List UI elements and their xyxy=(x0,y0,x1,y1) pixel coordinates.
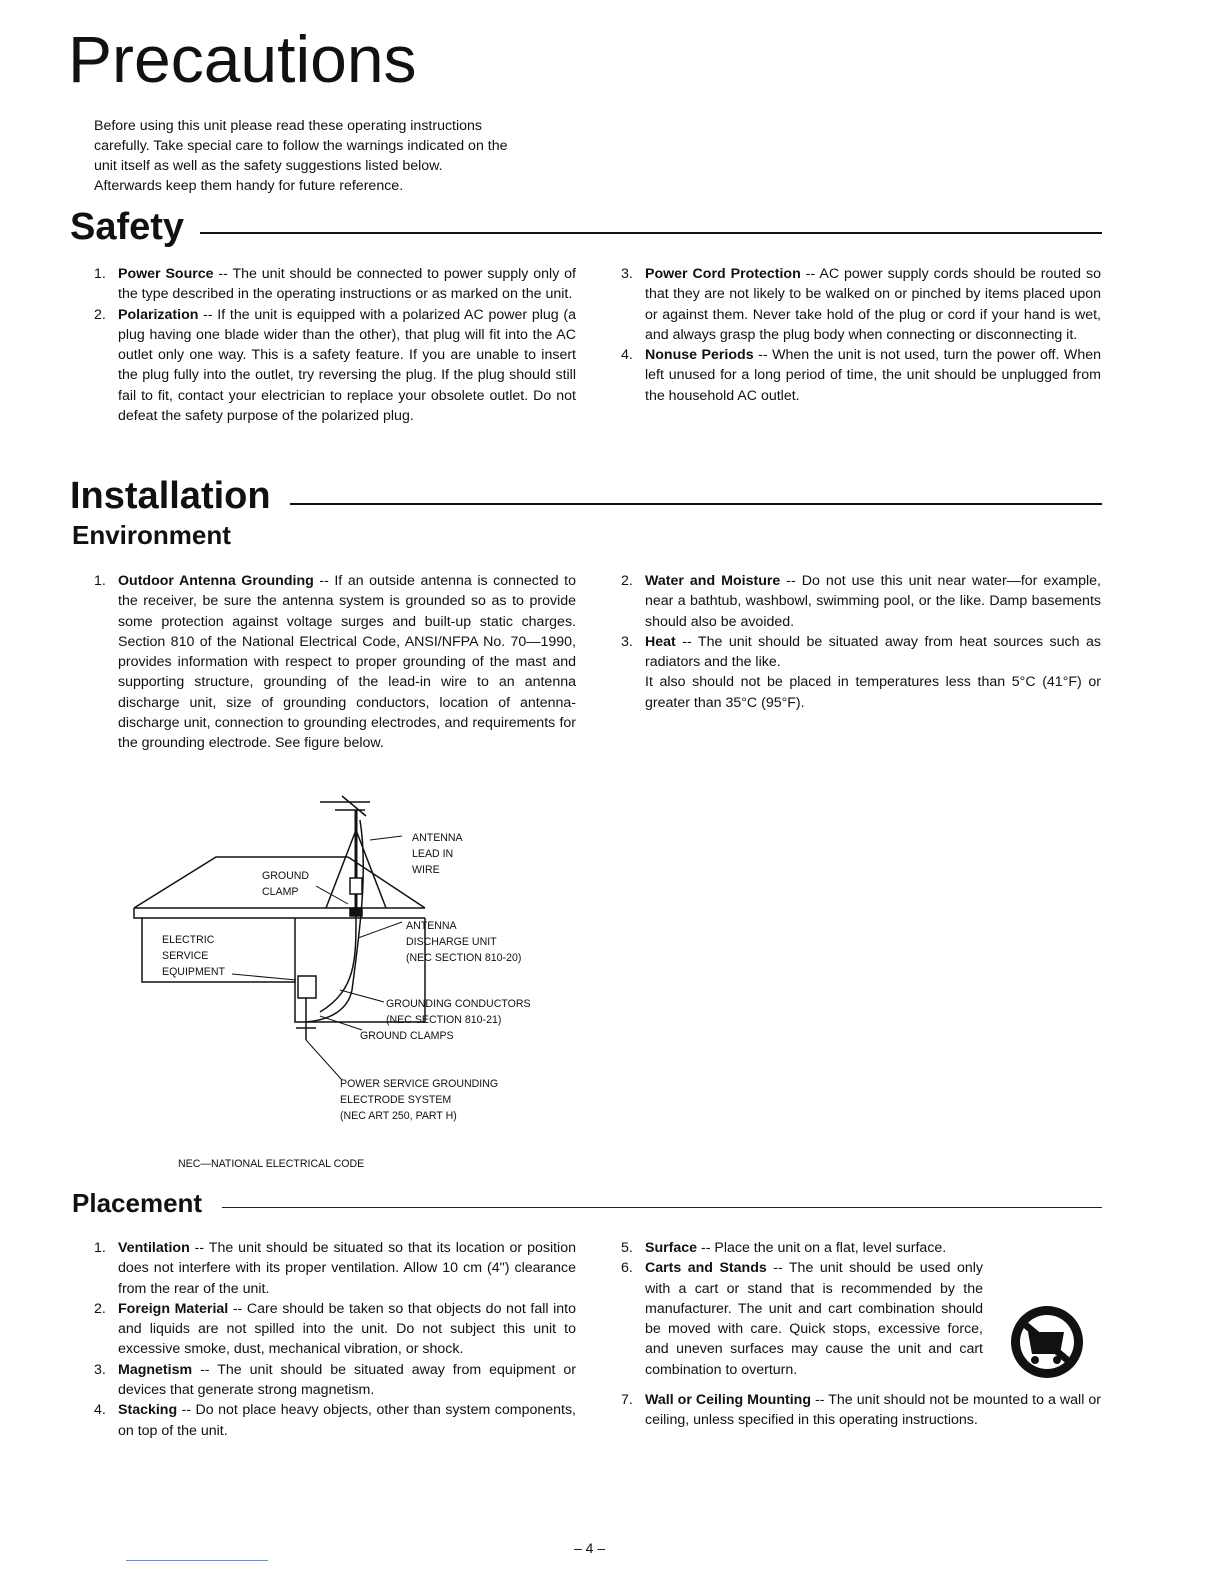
label-ground-clamps: GROUND CLAMPS xyxy=(360,1030,454,1042)
item-number: 1. xyxy=(94,1240,106,1256)
item-title: Water and Moisture xyxy=(645,573,781,589)
item-text: -- The unit should be situated away from equipment or devices that generate strong magnetism. xyxy=(118,1361,576,1399)
leader-line xyxy=(370,836,402,840)
item-title: Polarization xyxy=(118,306,199,323)
list-item xyxy=(94,571,576,754)
list-item xyxy=(621,1238,1101,1258)
item-title: Surface xyxy=(645,1240,698,1256)
antenna-elements xyxy=(320,796,370,816)
item-text: -- If the unit is equipped with a polarized AC power plug (a plug having one blade wider than the other), that plug will fit into the AC outlet only one way. This is a safety feature. If you are unable to insert the plug fully into the outlet, try reversing the plug. If the plug should still fail to fit, contact your electrician to replace your obsolete outlet. Do not defeat the safety purpose of the polarized plug. xyxy=(118,306,576,425)
list-item xyxy=(621,345,1101,406)
item-text: -- Do not use this unit near water—for example, near a bathtub, washbowl, swimming pool, or the like. Damp basements should also be avoided. xyxy=(645,573,1101,630)
item-number: 6. xyxy=(621,1260,633,1277)
item-number: 4. xyxy=(621,347,633,364)
ground-rod xyxy=(296,998,316,1040)
item-number: 3. xyxy=(621,266,633,282)
label-ground-clamp: GROUND CLAMP xyxy=(262,870,310,898)
guy-wire xyxy=(326,830,356,908)
service-box-icon xyxy=(298,976,316,998)
item-title: Carts and Stands xyxy=(645,1260,767,1277)
item-text: -- Place the unit on a flat, level surface. xyxy=(697,1240,947,1256)
item-title: Nonuse Periods xyxy=(645,347,754,364)
safety-rule xyxy=(200,232,1102,234)
roof-outline xyxy=(134,857,348,908)
guy-wire xyxy=(356,830,386,908)
item-title: Heat xyxy=(645,633,676,650)
item-text: -- The unit should be situated so that its location or position does not interfere with its proper ventilation. Allow 10 cm (4") clearance from the rear of the unit. xyxy=(118,1240,576,1297)
footer-rule xyxy=(126,1560,268,1561)
page-number: – 4 – xyxy=(574,1540,606,1556)
list-item xyxy=(621,1390,1101,1431)
item-text: -- Care should be taken so that objects do not fall into and liquids are not spilled into the unit. Do not subject this unit to excessive smoke, dust, mechanical vibration, or shock. xyxy=(118,1300,576,1358)
item-number: 2. xyxy=(94,306,106,323)
item-title: Magnetism xyxy=(118,1361,193,1378)
list-item xyxy=(94,1360,576,1401)
list-item xyxy=(621,632,1101,713)
item-title: Foreign Material xyxy=(118,1300,229,1317)
intro-line: Afterwards keep them handy for future reference. xyxy=(94,178,404,194)
item-number: 2. xyxy=(621,573,633,589)
label-grounding-conductors: GROUNDING CONDUCTORS (NEC SECTION 810-21) xyxy=(386,998,531,1026)
label-nec-note: NEC—NATIONAL ELECTRICAL CODE xyxy=(178,1158,365,1170)
item-title: Wall or Ceiling Mounting xyxy=(645,1392,811,1409)
label-antenna-lead-in-wire: ANTENNA LEAD IN WIRE xyxy=(412,832,463,876)
intro-line: Before using this unit please read these operating instructions xyxy=(94,118,483,134)
leader-line xyxy=(358,922,402,938)
page-title: Precautions xyxy=(68,22,417,96)
item-text: -- The unit should not be mounted to a wall or ceiling, unless specified in this operating instructions. xyxy=(645,1392,1101,1429)
list-item xyxy=(621,571,1101,632)
label-electric-service-equipment: ELECTRIC SERVICE EQUIPMENT xyxy=(162,934,225,978)
label-antenna-discharge-unit: ANTENNA DISCHARGE UNIT (NEC SECTION 810-20) xyxy=(406,920,522,964)
discharge-unit-icon xyxy=(350,908,362,916)
item-number: 5. xyxy=(621,1240,633,1256)
item-text: -- The unit should be situated away from heat sources such as radiators and the like. It also should not be placed in temperatures less than 5°C (41°F) or greater than 35°C (95°F). xyxy=(645,633,1101,711)
placement-rule xyxy=(222,1207,1102,1208)
leader-line xyxy=(316,886,348,904)
item-number: 3. xyxy=(94,1361,106,1378)
list-item xyxy=(94,1299,576,1360)
intro-line: unit itself as well as the safety suggestions listed below. xyxy=(94,158,443,174)
safety-right-list xyxy=(621,264,1101,406)
ground-clamp-icon xyxy=(350,878,362,894)
item-text: -- If an outside antenna is connected to the receiver, be sure the antenna system is grounded so as to provide some protection against voltage surges and built-up static charges. Section 810 of the National Electrical Code, ANSI/NFPA No. 70—1990, provides information with respect to proper grounding of the mast and supporting structure, grounding of the lead-in wire to an antenna discharge unit, size of grounding conductors, location of antenna-discharge unit, connection to grounding electrodes, and requirements for the grounding electrode. See figure below. xyxy=(118,573,576,752)
leader-line xyxy=(306,1040,342,1080)
item-text: -- The unit should be used only with a cart or stand that is recommended by the manufacturer. The unit and cart combination should be moved with care. Quick stops, excessive force, and uneven surfaces may cause the unit and cart combination to overturn. xyxy=(645,1260,983,1378)
item-title: Outdoor Antenna Grounding xyxy=(118,573,314,589)
item-title: Stacking xyxy=(118,1402,178,1419)
item-title: Power Source xyxy=(118,266,214,282)
item-text: -- AC power supply cords should be routed so that they are not likely to be walked on or pinched by items placed upon or against them. Never take hold of the plug or cord if your hand is wet, and always grasp the plug body when connecting or disconnecting it. xyxy=(645,266,1101,343)
item-number: 1. xyxy=(94,266,106,282)
installation-heading: Installation xyxy=(70,475,271,517)
placement-left-list xyxy=(94,1238,576,1441)
item-text: -- Do not place heavy objects, other than system components, on top of the unit. xyxy=(118,1402,576,1439)
environment-right-list xyxy=(621,571,1101,713)
item-title: Ventilation xyxy=(118,1240,190,1256)
list-item xyxy=(94,1238,576,1299)
item-text: -- When the unit is not used, turn the power off. When left unused for a long period of time, the unit should be unplugged from the household AC outlet. xyxy=(645,347,1101,404)
item-text: -- The unit should be connected to power supply only of the type described in the operating instructions or as marked on the unit. xyxy=(118,266,576,303)
safety-heading: Safety xyxy=(70,206,185,248)
item-number: 2. xyxy=(94,1300,106,1317)
item-title: Power Cord Protection xyxy=(645,266,801,282)
intro-paragraph xyxy=(94,116,584,196)
leader-line xyxy=(320,1016,362,1030)
list-item xyxy=(94,305,576,427)
list-item xyxy=(621,264,1101,345)
intro-line: carefully. Take special care to follow the warnings indicated on the xyxy=(94,138,508,154)
roof-eave xyxy=(134,908,425,918)
list-item xyxy=(94,1400,576,1441)
item-number: 3. xyxy=(621,633,633,650)
safety-left-list xyxy=(94,264,576,426)
item-number: 7. xyxy=(621,1392,633,1409)
item-number: 1. xyxy=(94,573,106,589)
cart-tip-warning-icon xyxy=(1002,1302,1092,1382)
item-number: 4. xyxy=(94,1402,106,1419)
environment-heading: Environment xyxy=(72,520,231,550)
list-item xyxy=(94,264,576,305)
placement-heading: Placement xyxy=(72,1188,203,1218)
label-power-service: POWER SERVICE GROUNDING ELECTRODE SYSTEM (NEC ART 250, PART H) xyxy=(340,1078,499,1122)
installation-rule xyxy=(290,503,1102,505)
environment-left-list xyxy=(94,571,576,754)
leader-line xyxy=(232,974,296,980)
leader-line xyxy=(340,990,384,1002)
grounding-conductor xyxy=(320,916,356,1012)
